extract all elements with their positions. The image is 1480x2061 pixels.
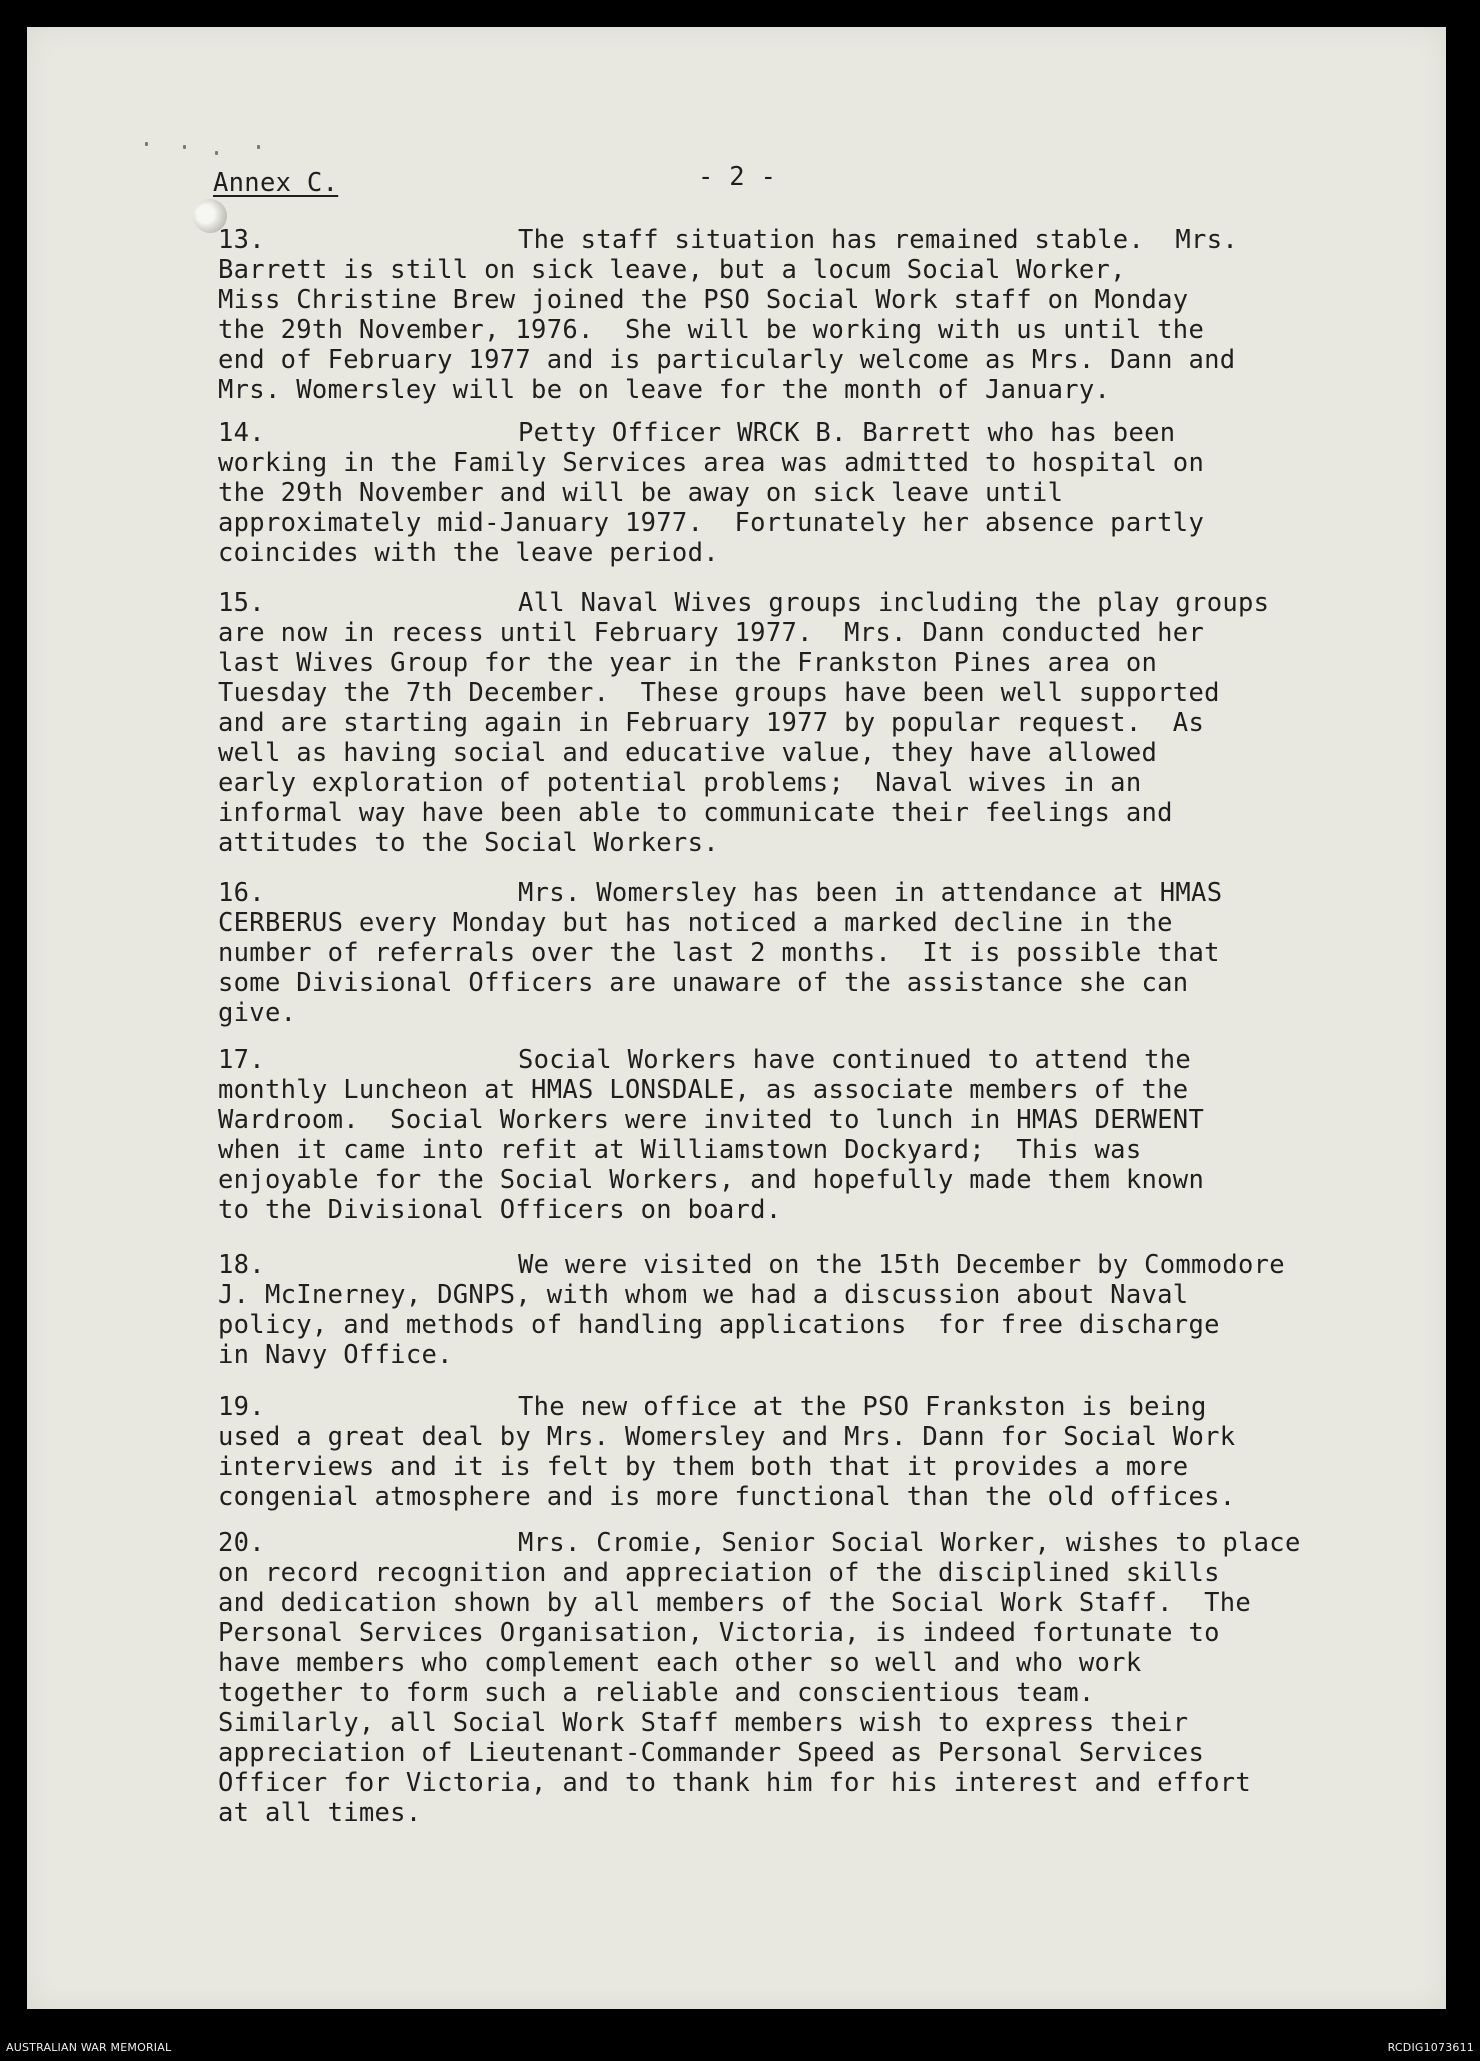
line-text: number of referrals over the last 2 months. It is possible that — [218, 938, 1220, 968]
line-text: Petty Officer WRCK B. Barrett who has been — [518, 418, 1176, 448]
paragraph-number: 19. — [218, 1392, 265, 1422]
paragraph-line — [218, 588, 1368, 618]
line-text: The new office at the PSO Frankston is being — [518, 1392, 1207, 1422]
line-text: some Divisional Officers are unaware of the assistance she can — [218, 968, 1189, 998]
paragraph-line — [218, 1798, 1368, 1828]
line-text: Officer for Victoria, and to thank him for his interest and effort — [218, 1768, 1252, 1798]
paragraph-line — [218, 1708, 1368, 1738]
paragraph-line — [218, 828, 1368, 858]
line-text: Mrs. Womersley will be on leave for the month of January. — [218, 375, 1111, 405]
paragraph — [218, 1250, 1368, 1370]
paragraph-line — [218, 255, 1368, 285]
line-text: Miss Christine Brew joined the PSO Social Work staff on Monday — [218, 285, 1189, 315]
paragraph — [218, 588, 1368, 858]
line-text: congenial atmosphere and is more functional than the old offices. — [218, 1482, 1236, 1512]
paragraph-number: 13. — [218, 225, 265, 255]
paragraph — [218, 1528, 1368, 1828]
line-text: in Navy Office. — [218, 1340, 453, 1370]
paragraph — [218, 878, 1368, 1028]
paragraph — [218, 1392, 1368, 1512]
paragraph-line — [218, 1558, 1368, 1588]
paragraph-line — [218, 1135, 1368, 1165]
line-text: attitudes to the Social Workers. — [218, 828, 719, 858]
line-text: and are starting again in February 1977 by popular request. As — [218, 708, 1205, 738]
line-text: We were visited on the 15th December by Commodore — [518, 1250, 1285, 1280]
paragraph — [218, 225, 1368, 405]
line-text: the 29th November, 1976. She will be working with us until the — [218, 315, 1205, 345]
line-text: coincides with the leave period. — [218, 538, 719, 568]
paragraph-line — [218, 648, 1368, 678]
paragraph-line — [218, 1588, 1368, 1618]
line-text: well as having social and educative value, they have allowed — [218, 738, 1158, 768]
paragraph-line — [218, 1280, 1368, 1310]
page-number: - 2 - — [698, 162, 777, 192]
paragraph-line — [218, 678, 1368, 708]
line-text: CERBERUS every Monday but has noticed a marked decline in the — [218, 908, 1173, 938]
paper-speck — [183, 145, 186, 149]
paragraph-number: 15. — [218, 588, 265, 618]
paragraph-line — [218, 768, 1368, 798]
paragraph-line — [218, 345, 1368, 375]
paragraph-number: 14. — [218, 418, 265, 448]
paragraph-line — [218, 1045, 1368, 1075]
footer-right: RCDIG1073611 — [1387, 2041, 1474, 2054]
paragraph-line — [218, 448, 1368, 478]
paragraph-line — [218, 375, 1368, 405]
line-text: the 29th November and will be away on sick leave until — [218, 478, 1064, 508]
line-text: approximately mid-January 1977. Fortunately her absence partly — [218, 508, 1205, 538]
line-text: Mrs. Cromie, Senior Social Worker, wishes to place — [518, 1528, 1301, 1558]
paragraph-line — [218, 1452, 1368, 1482]
paper-speck — [215, 151, 218, 155]
paragraph-line — [218, 1482, 1368, 1512]
line-text: end of February 1977 and is particularly welcome as Mrs. Dann and — [218, 345, 1236, 375]
paragraph-line — [218, 1075, 1368, 1105]
paragraph-line — [218, 1195, 1368, 1225]
paragraph-line — [218, 998, 1368, 1028]
paragraph — [218, 1045, 1368, 1225]
line-text: The staff situation has remained stable. Mrs. — [518, 225, 1239, 255]
line-text: and dedication shown by all members of the Social Work Staff. The — [218, 1588, 1252, 1618]
paragraph-line — [218, 315, 1368, 345]
paragraph-line — [218, 1340, 1368, 1370]
line-text: early exploration of potential problems; Naval wives in an — [218, 768, 1142, 798]
paper-speck — [145, 142, 148, 146]
line-text: All Naval Wives groups including the play groups — [518, 588, 1270, 618]
paragraph-line — [218, 478, 1368, 508]
line-text: Wardroom. Social Workers were invited to lunch in HMAS DERWENT — [218, 1105, 1205, 1135]
page-header — [213, 162, 1113, 208]
paragraph-line — [218, 1768, 1368, 1798]
line-text: used a great deal by Mrs. Womersley and Mrs. Dann for Social Work — [218, 1422, 1236, 1452]
paragraph-line — [218, 1310, 1368, 1340]
paragraph-line — [218, 1648, 1368, 1678]
line-text: Social Workers have continued to attend the — [518, 1045, 1192, 1075]
line-text: to the Divisional Officers on board. — [218, 1195, 782, 1225]
line-text: working in the Family Services area was admitted to hospital on — [218, 448, 1205, 478]
line-text: have members who complement each other so well and who work — [218, 1648, 1142, 1678]
paragraph-line — [218, 738, 1368, 768]
line-text: give. — [218, 998, 297, 1028]
paragraph-line — [218, 908, 1368, 938]
paragraph-line — [218, 508, 1368, 538]
paragraph-line — [218, 618, 1368, 648]
paper-speck — [257, 145, 260, 149]
line-text: policy, and methods of handling applications for free discharge — [218, 1310, 1220, 1340]
paragraph-number: 16. — [218, 878, 265, 908]
annex-label: Annex C. — [213, 168, 339, 198]
paragraph-line — [218, 1422, 1368, 1452]
line-text: interviews and it is felt by them both that it provides a more — [218, 1452, 1189, 1482]
line-text: Similarly, all Social Work Staff members wish to express their — [218, 1708, 1189, 1738]
paragraph-line — [218, 708, 1368, 738]
line-text: on record recognition and appreciation of the disciplined skills — [218, 1558, 1220, 1588]
paragraph-line — [218, 1678, 1368, 1708]
line-text: when it came into refit at Williamstown Dockyard; This was — [218, 1135, 1142, 1165]
paragraph-line — [218, 1250, 1368, 1280]
paragraph-number: 20. — [218, 1528, 265, 1558]
paragraph-line — [218, 878, 1368, 908]
line-text: J. McInerney, DGNPS, with whom we had a discussion about Naval — [218, 1280, 1189, 1310]
line-text: Personal Services Organisation, Victoria, is indeed fortunate to — [218, 1618, 1220, 1648]
line-text: at all times. — [218, 1798, 422, 1828]
paragraph-line — [218, 938, 1368, 968]
line-text: are now in recess until February 1977. Mrs. Dann conducted her — [218, 618, 1205, 648]
line-text: appreciation of Lieutenant-Commander Speed as Personal Services — [218, 1738, 1205, 1768]
line-text: monthly Luncheon at HMAS LONSDALE, as associate members of the — [218, 1075, 1189, 1105]
paragraph-line — [218, 225, 1368, 255]
paragraph-line — [218, 538, 1368, 568]
line-text: enjoyable for the Social Workers, and hopefully made them known — [218, 1165, 1205, 1195]
line-text: together to form such a reliable and conscientious team. — [218, 1678, 1095, 1708]
paragraph-line — [218, 1105, 1368, 1135]
paragraph-line — [218, 285, 1368, 315]
paragraph-line — [218, 1165, 1368, 1195]
paragraph-line — [218, 1392, 1368, 1422]
paragraph-number: 17. — [218, 1045, 265, 1075]
line-text: last Wives Group for the year in the Frankston Pines area on — [218, 648, 1158, 678]
paragraph-line — [218, 1618, 1368, 1648]
line-text: Tuesday the 7th December. These groups have been well supported — [218, 678, 1220, 708]
paragraph — [218, 418, 1368, 568]
footer-left: AUSTRALIAN WAR MEMORIAL — [6, 2041, 172, 2054]
line-text: Barrett is still on sick leave, but a locum Social Worker, — [218, 255, 1126, 285]
paragraph-number: 18. — [218, 1250, 265, 1280]
paragraph-line — [218, 968, 1368, 998]
paragraph-line — [218, 418, 1368, 448]
paragraph-line — [218, 1528, 1368, 1558]
paragraph-line — [218, 1738, 1368, 1768]
line-text: informal way have been able to communicate their feelings and — [218, 798, 1173, 828]
paragraph-line — [218, 798, 1368, 828]
line-text: Mrs. Womersley has been in attendance at HMAS — [518, 878, 1223, 908]
